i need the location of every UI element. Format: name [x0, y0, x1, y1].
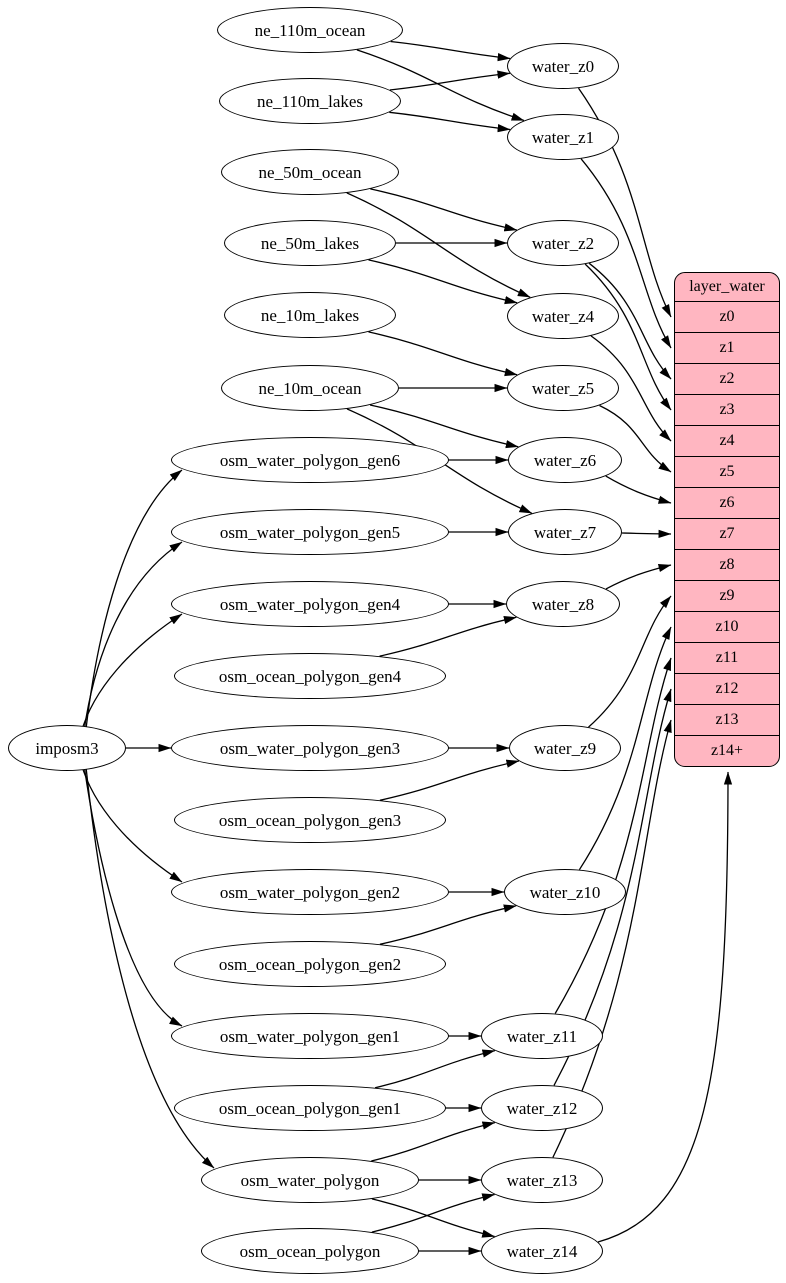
node-osm_ocean_polygon_gen1: osm_ocean_polygon_gen1	[174, 1085, 446, 1131]
layer-water-table	[674, 272, 780, 767]
node-water_z1: water_z1	[507, 114, 619, 160]
edge-osm_ocean_polygon_gen1-to-water_z11	[375, 1051, 495, 1088]
edge-osm_water_polygon-to-water_z12	[371, 1123, 495, 1161]
node-water_z14: water_z14	[481, 1228, 603, 1274]
edge-imposm3-to-osm_water_polygon_gen5	[84, 542, 182, 731]
table-row-z14+: z14+	[675, 735, 779, 766]
node-imposm3: imposm3	[8, 725, 126, 771]
node-ne_10m_ocean: ne_10m_ocean	[221, 365, 399, 411]
edge-ne_110m_lakes-to-water_z0	[390, 73, 510, 90]
node-osm_water_polygon_gen4: osm_water_polygon_gen4	[171, 581, 449, 627]
node-water_z8: water_z8	[506, 581, 620, 627]
edge-ne_10m_lakes-to-water_z5	[369, 332, 518, 375]
node-osm_water_polygon_gen5: osm_water_polygon_gen5	[171, 509, 449, 555]
edge-water_z11-to-layer_water_z11	[555, 658, 671, 1014]
node-osm_ocean_polygon: osm_ocean_polygon	[201, 1228, 419, 1274]
table-row-z12: z12	[675, 673, 779, 704]
node-ne_110m_ocean: ne_110m_ocean	[217, 7, 403, 53]
table-row-z6: z6	[675, 487, 779, 518]
edge-ne_110m_ocean-to-water_z0	[391, 42, 511, 59]
edge-imposm3-to-osm_water_polygon_gen2	[81, 763, 182, 882]
node-ne_50m_ocean: ne_50m_ocean	[221, 149, 399, 195]
table-row-z8: z8	[675, 549, 779, 580]
table-row-z3: z3	[675, 394, 779, 425]
node-osm_water_polygon_gen6: osm_water_polygon_gen6	[171, 437, 449, 483]
table-row-z0: z0	[675, 301, 779, 332]
edge-water_z8-to-layer_water_z8	[606, 565, 671, 589]
node-water_z10: water_z10	[504, 869, 626, 915]
table-row-z1: z1	[675, 332, 779, 363]
node-osm_water_polygon_gen2: osm_water_polygon_gen2	[171, 869, 449, 915]
edge-osm_ocean_polygon_gen2-to-water_z10	[380, 906, 516, 945]
edge-ne_50m_lakes-to-water_z4	[369, 260, 518, 303]
table-title: layer_water	[689, 278, 765, 295]
edge-imposm3-to-osm_water_polygon_gen1	[84, 765, 182, 1026]
table-row-z5: z5	[675, 456, 779, 487]
node-water_z2: water_z2	[507, 220, 619, 266]
node-osm_water_polygon_gen1: osm_water_polygon_gen1	[171, 1013, 449, 1059]
edge-ne_50m_ocean-to-water_z2	[370, 189, 517, 230]
node-osm_water_polygon_gen3: osm_water_polygon_gen3	[171, 725, 449, 771]
table-row-z13: z13	[675, 704, 779, 735]
table-rows	[675, 301, 779, 766]
edge-ne_110m_lakes-to-water_z1	[389, 112, 510, 129]
node-water_z6: water_z6	[508, 437, 622, 483]
node-osm_ocean_polygon_gen4: osm_ocean_polygon_gen4	[174, 653, 446, 699]
edge-water_z14-to-layer_water_z14_	[598, 772, 728, 1242]
edge-imposm3-to-osm_water_polygon_gen6	[86, 470, 182, 729]
node-water_z5: water_z5	[507, 365, 619, 411]
table-row-z10: z10	[675, 611, 779, 642]
node-water_z13: water_z13	[481, 1157, 603, 1203]
node-ne_10m_lakes: ne_10m_lakes	[224, 292, 396, 338]
edge-osm_ocean_polygon_gen3-to-water_z9	[380, 761, 519, 800]
table-row-z2: z2	[675, 363, 779, 394]
edge-osm_ocean_polygon-to-water_z13	[372, 1195, 495, 1233]
node-ne_50m_lakes: ne_50m_lakes	[224, 220, 396, 266]
edge-water_z7-to-layer_water_z7	[622, 533, 671, 534]
edge-water_z6-to-layer_water_z6	[606, 476, 671, 503]
node-osm_water_polygon: osm_water_polygon	[201, 1157, 419, 1203]
node-ne_110m_lakes: ne_110m_lakes	[219, 78, 401, 124]
node-water_z12: water_z12	[481, 1085, 603, 1131]
table-row-z7: z7	[675, 518, 779, 549]
table-row-z11: z11	[675, 642, 779, 673]
edge-osm_ocean_polygon_gen4-to-water_z8	[380, 617, 517, 656]
node-water_z9: water_z9	[509, 725, 621, 771]
node-water_z0: water_z0	[507, 43, 619, 89]
table-row-z9: z9	[675, 580, 779, 611]
table-row-z4: z4	[675, 425, 779, 456]
edge-osm_water_polygon-to-water_z14	[372, 1199, 495, 1237]
node-osm_ocean_polygon_gen3: osm_ocean_polygon_gen3	[174, 797, 446, 843]
node-water_z7: water_z7	[508, 509, 622, 555]
node-osm_ocean_polygon_gen2: osm_ocean_polygon_gen2	[174, 941, 446, 987]
node-water_z11: water_z11	[481, 1013, 603, 1059]
node-water_z4: water_z4	[507, 293, 619, 339]
